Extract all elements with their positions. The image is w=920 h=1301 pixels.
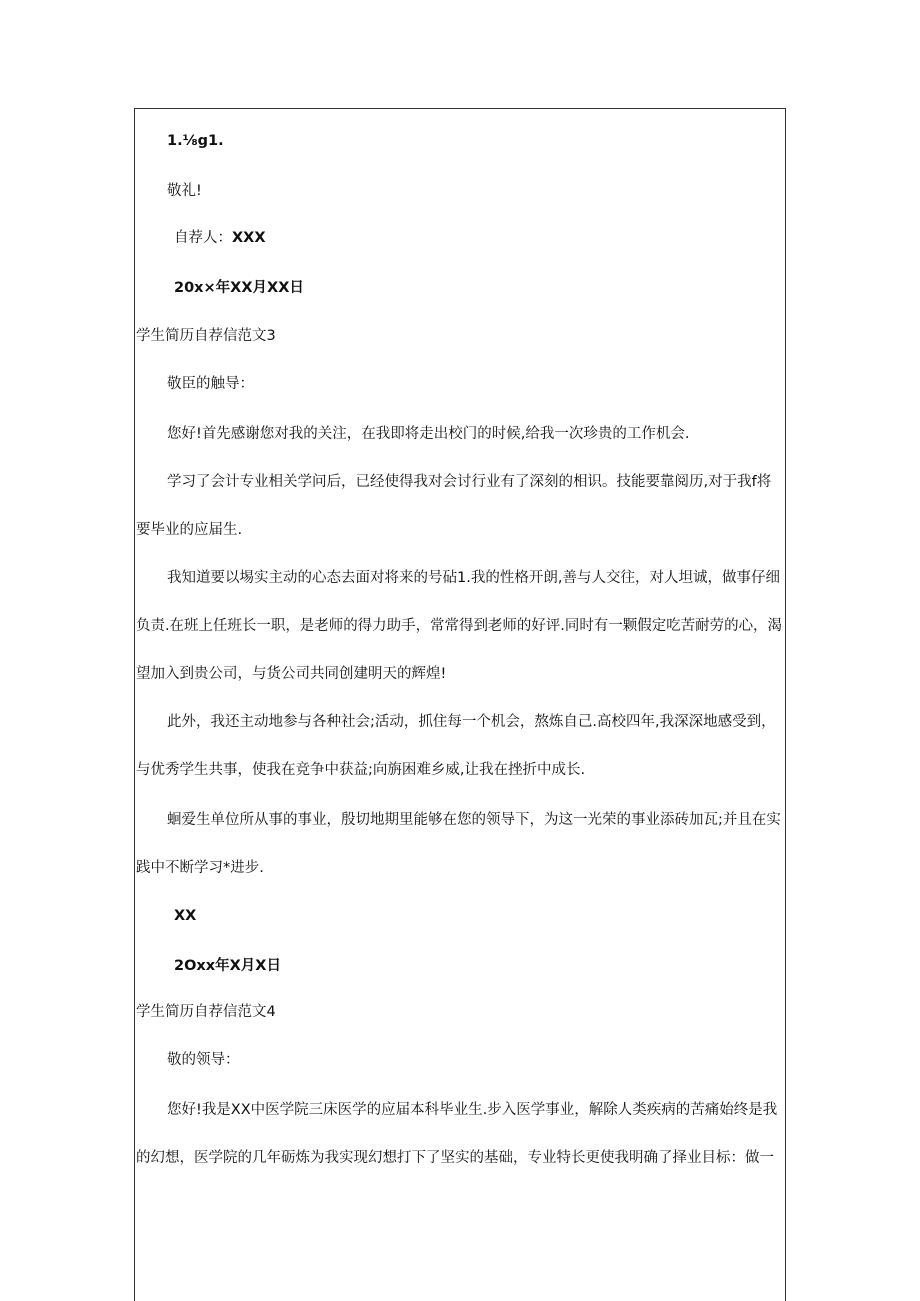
paragraph-line: 学习了会计专业相关学问后，已经使得我对会讨行业有了深刻的相识。技能要靠阅历,对于我f将 [167, 474, 772, 490]
closing-salutation: 敬礼! [167, 183, 202, 199]
paragraph-line: 与优秀学生共事，使我在竞争中获益;向旃困难乡威,让我在挫折中成长. [136, 762, 586, 778]
paragraph-line: 我知道要以埸实主动的心态去面对将来的号砧1.我的性格开朗,善与人交往，对人坦诚，做事仔细 [167, 570, 780, 586]
paragraph-line: 望加入到贵公司，与货公司共同创建明天的辉煌! [136, 666, 447, 682]
section-heading-4: 学生简历自荐信范文4 [136, 1004, 276, 1020]
date-line-3: 2Oxx年X月X日 [174, 958, 281, 974]
date-line: 20x×年XX月XX日 [174, 280, 304, 296]
paragraph-line: 您好!我是XX中医学院三床医学的应届本科毕业生.步入医学事业，解除人类疾病的苦痛始终是我 [167, 1102, 778, 1118]
paragraph-line: 您好!首先感谢您对我的关注，在我即将走出校门的时候,给我一次珍贵的工作机会. [167, 426, 690, 442]
paragraph-line: 此外，我还主动地参与各种社会;活动，抓住每一个机会，熬炼自己.高校四年,我深深地感受到， [167, 714, 776, 730]
paragraph-line: 蛔爱生单位所从事的事业，殷切地期里能够在您的领导下，为这一光荣的事业添砖加瓦;并且在实 [167, 812, 781, 828]
signature-label: 自荐人： [174, 230, 232, 246]
text-line-1: 1.⅛g1. [167, 133, 224, 149]
section-heading-3: 学生简历自荐信范文3 [136, 328, 276, 344]
salutation-4: 敬的领导： [167, 1052, 240, 1068]
signature-line [174, 228, 266, 248]
signature-name: XXX [232, 230, 266, 246]
paragraph-line: 负责.在班上任班长一职，是老师的得力助手，常常得到老师的好评.同时有一颗假定吃苦耐劳的心，渴 [136, 618, 782, 634]
paragraph-line: 要毕业的应届生. [136, 522, 243, 538]
salutation-3: 敬臣的触导： [167, 376, 254, 392]
signature-name-3: XX [174, 908, 197, 924]
paragraph-line: 践中不断学习*进步. [136, 860, 264, 876]
paragraph-line: 的幻想，医学院的几年砺炼为我实现幻想打下了坚实的基础，专业特长更使我明确了择业目标：做一 [136, 1150, 774, 1166]
